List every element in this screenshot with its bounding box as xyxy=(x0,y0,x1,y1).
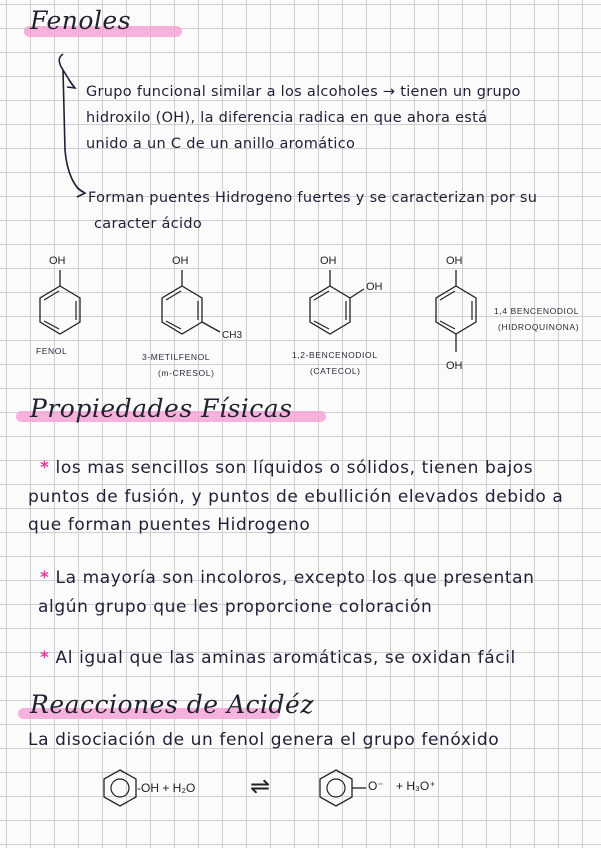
star-icon: * xyxy=(40,648,50,668)
hidroquinona-name-line-1: 1,4 BENCENODIOL xyxy=(494,306,580,316)
bullet-text-line: los mas sencillos son líquidos o sólidos, tienen bajos xyxy=(55,458,534,478)
fenoles-text-line-4: Forman puentes Hidrogeno fuertes y se caracterizan por su xyxy=(88,190,538,206)
equation-right: + H₃O⁺ xyxy=(396,779,436,793)
catecol-oh2-label: OH xyxy=(366,281,383,293)
fenoles-text-line-3: unido a un C de un anillo aromático xyxy=(86,136,356,152)
section-title-propiedades: Propiedades Físicas xyxy=(30,394,293,423)
star-icon: * xyxy=(40,568,50,588)
cresol-name-line-1: 3-METILFENOL xyxy=(142,352,211,362)
hidroquinona-name-line-2: (HIDROQUINONA) xyxy=(498,322,580,332)
equation-ion: O⁻ xyxy=(368,779,384,793)
cresol-oh-label: OH xyxy=(172,255,189,267)
bullet-text-line: Al igual que las aminas aromáticas, se oxidan fácil xyxy=(55,648,516,668)
catecol-name-line-2: (CATECOL) xyxy=(310,366,361,376)
equation-arrow: ⇌ xyxy=(250,773,271,800)
hidroquinona-oh-label: OH xyxy=(446,255,463,267)
bullet-text-line: que forman puentes Hidrogeno xyxy=(28,515,311,535)
reacciones-text: La disociación de un fenol genera el grupo fenóxido xyxy=(28,730,500,750)
bullet-text-line: puntos de fusión, y puntos de ebullición elevados debido a xyxy=(28,487,564,507)
equation-left: -OH + H₂O xyxy=(137,781,196,795)
fenol-name: FENOL xyxy=(36,346,68,356)
cresol-ch3-label: CH3 xyxy=(222,330,243,341)
cresol-name-line-2: (m-CRESOL) xyxy=(158,368,215,378)
phenol-ring-icon xyxy=(102,770,142,810)
benzene-ring-icon xyxy=(32,270,92,340)
benzene-ring-icon xyxy=(428,270,488,365)
catecol-oh-label: OH xyxy=(320,255,337,267)
fenoles-text-line-1: Grupo funcional similar a los alcoholes → tienen un grupo xyxy=(86,84,521,100)
fenol-oh-label: OH xyxy=(49,255,66,267)
section-title-reacciones: Reacciones de Acidéz xyxy=(30,690,315,719)
fenoles-text-line-5: caracter ácido xyxy=(94,216,203,232)
fenoles-text-line-2: hidroxilo (OH), la diferencia radica en que ahora está xyxy=(86,110,488,126)
phenoxide-ring-icon xyxy=(318,770,358,810)
bullet-text-line: algún grupo que les proporcione coloración xyxy=(38,597,433,617)
section-title-fenoles: Fenoles xyxy=(30,6,132,35)
catecol-name-line-1: 1,2-BENCENODIOL xyxy=(292,350,378,360)
star-icon: * xyxy=(40,458,50,478)
hidroquinona-oh2-label: OH xyxy=(446,360,463,372)
bullet-text-line: La mayoría son incoloros, excepto los que presentan xyxy=(55,568,535,588)
